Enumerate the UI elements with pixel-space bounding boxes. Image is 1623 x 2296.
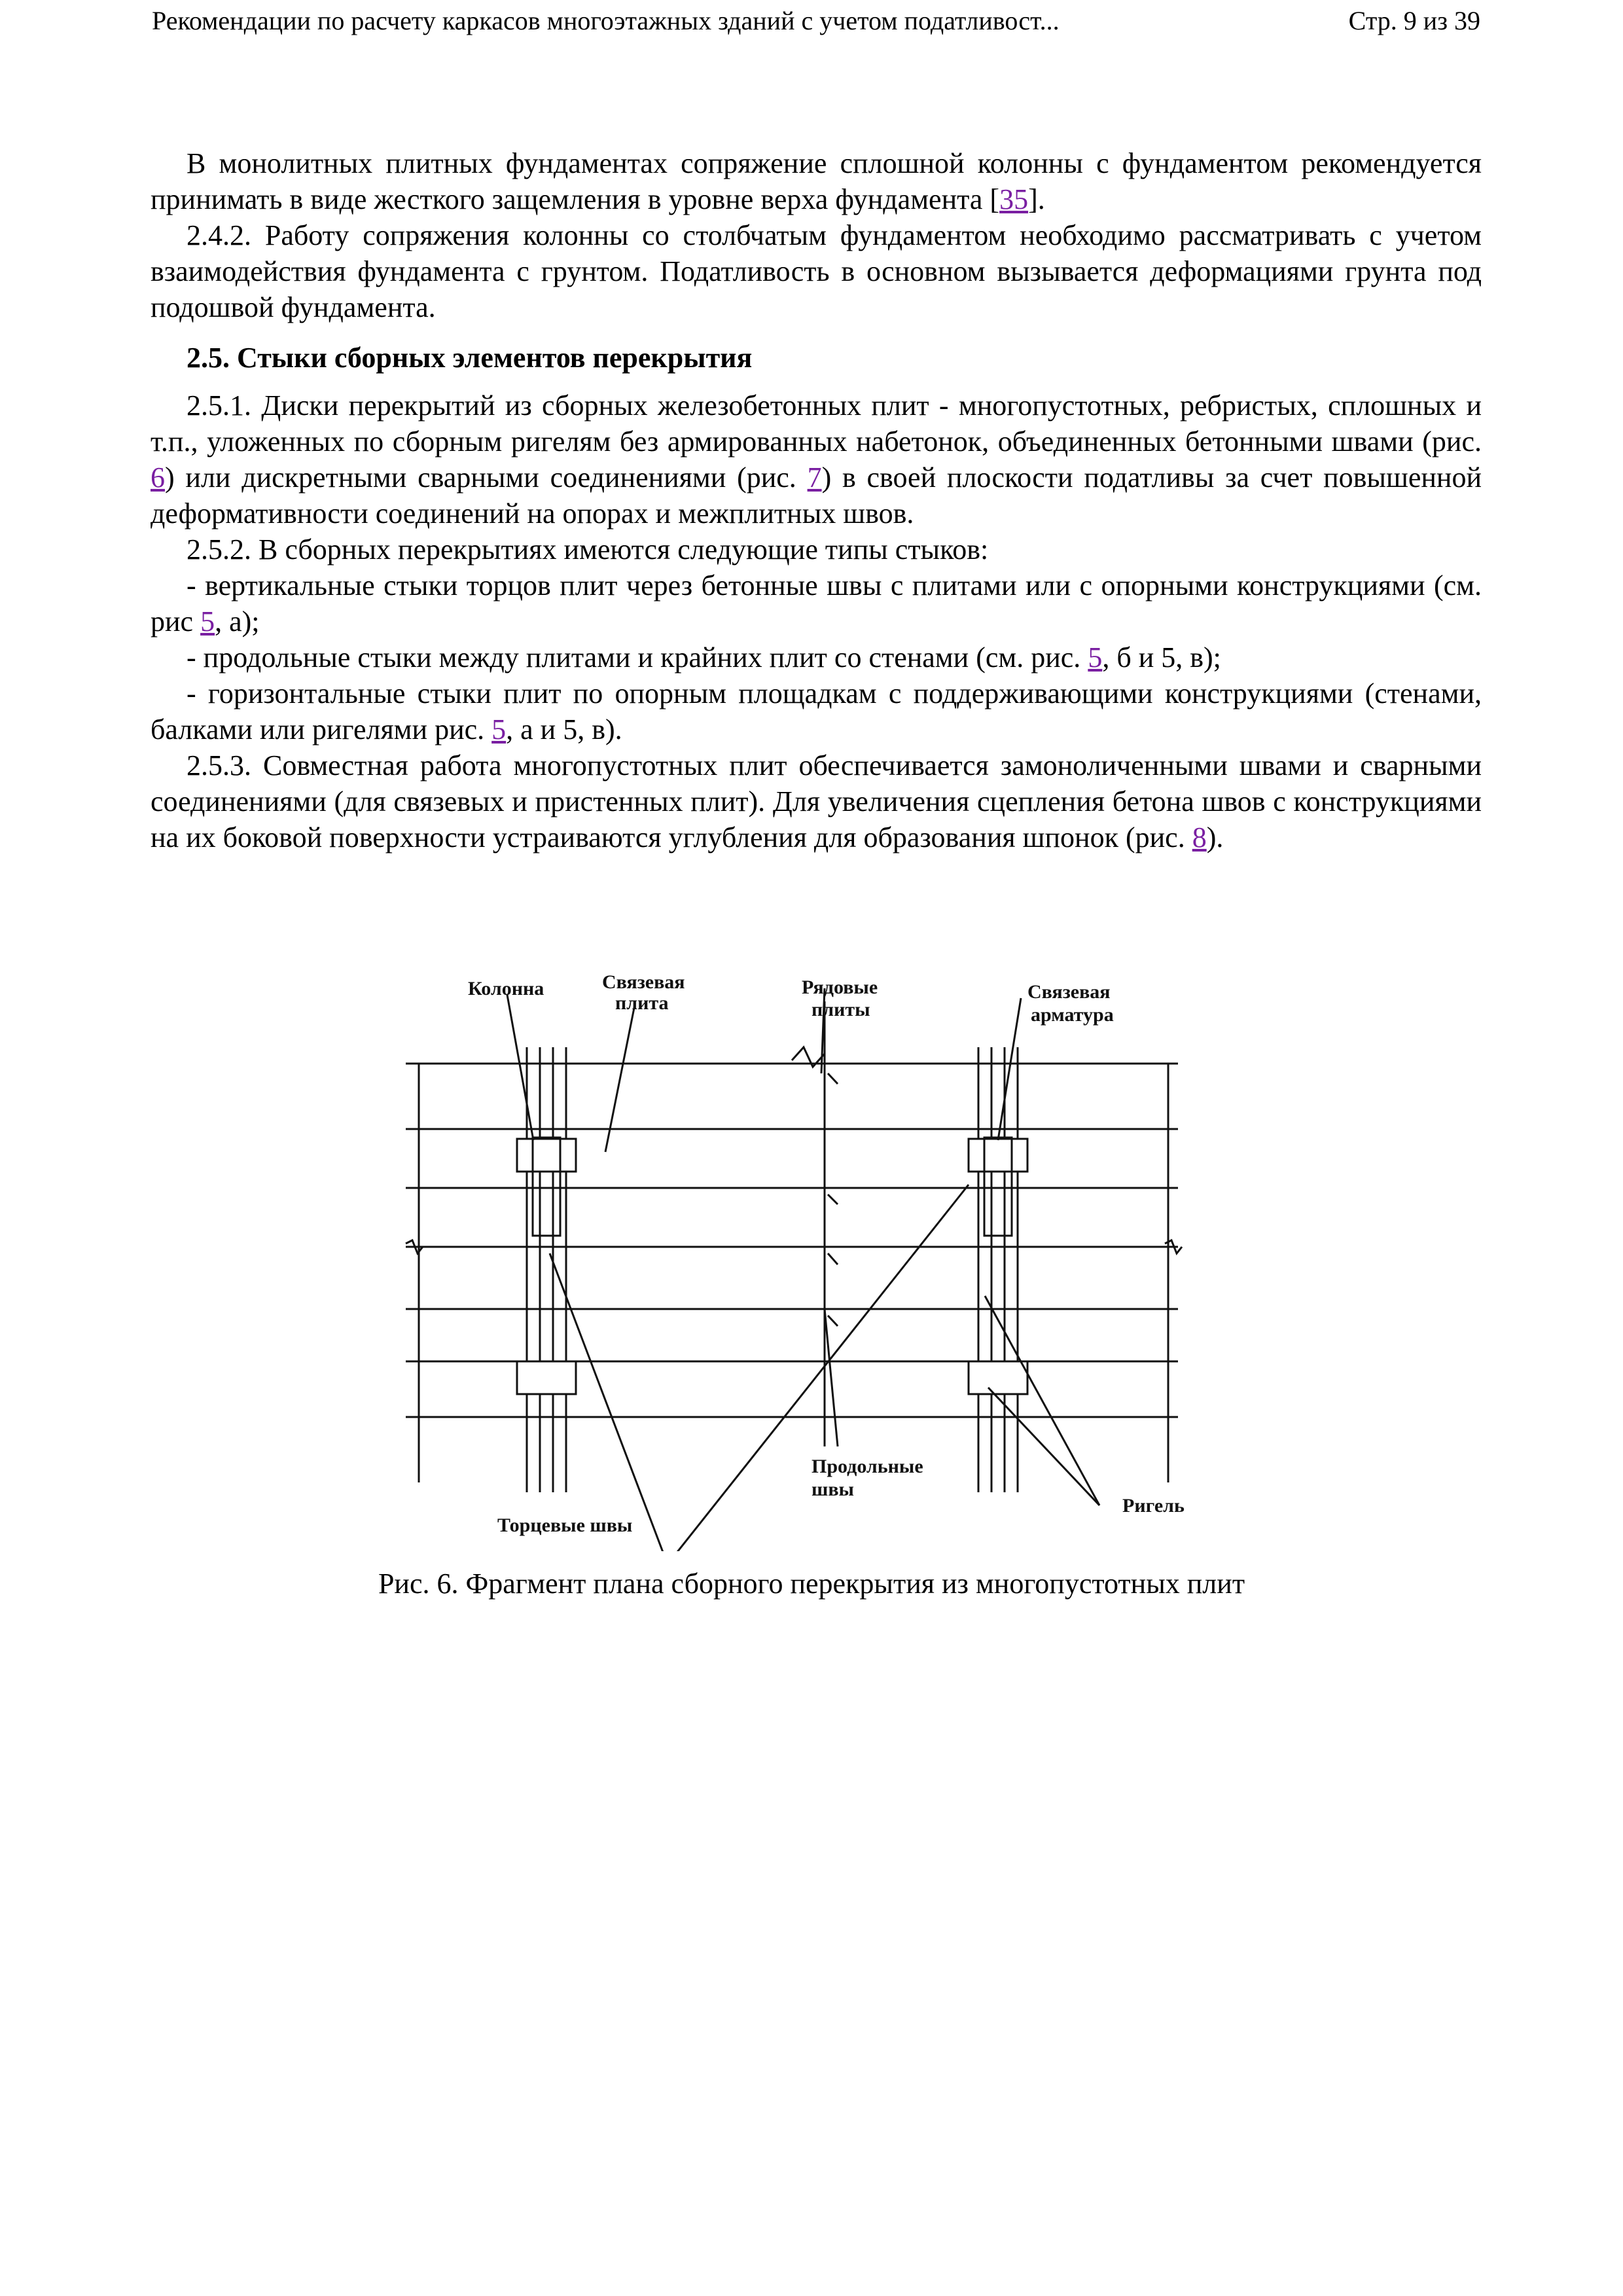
- label-longitudinal-joints: Продольные: [812, 1456, 923, 1477]
- label-longitudinal-joints: швы: [812, 1479, 854, 1500]
- paragraph: В монолитных плитных фундаментах сопряжение сплошной колонны с фундаментом рекомендуется принимать в виде жесткого защемления в уровне верха фундамента [35].: [151, 147, 1482, 215]
- label-end-joints: Торцевые швы: [497, 1515, 633, 1536]
- floor-plan-figure: [393, 969, 1230, 1551]
- figure-link[interactable]: 7: [807, 461, 822, 493]
- list-item: - вертикальные стыки торцов плит через бетонные швы с плитами или с опорными конструкциями (см. рис 5, а);: [151, 569, 1482, 637]
- leader-lines: [507, 988, 1099, 1551]
- figure-caption: Рис. 6. Фрагмент плана сборного перекрытия из многопустотных плит: [378, 1568, 1245, 1600]
- label-tie-slab: плита: [615, 992, 669, 1014]
- label-girder: Ригель: [1122, 1495, 1185, 1516]
- label-row-slabs: плиты: [812, 999, 870, 1020]
- figure-link[interactable]: 5: [200, 605, 215, 637]
- column-nodes: [517, 1138, 1027, 1394]
- header-title: Рекомендации по расчету каркасов многоэтажных зданий с учетом податливост...: [152, 6, 1060, 35]
- paragraph: 2.5.2. В сборных перекрытиях имеются следующие типы стыков:: [187, 533, 989, 565]
- label-column: Колонна: [468, 978, 544, 999]
- slab-grid: [406, 1047, 1178, 1492]
- page-header: [152, 4, 1480, 38]
- reference-link[interactable]: 35: [999, 183, 1029, 215]
- figure-link[interactable]: 5: [1088, 641, 1103, 673]
- list-item: - горизонтальные стыки плит по опорным площадкам с поддерживающими конструкциями (стенами, балками или ригелями рис. 5, а и 5, в).: [151, 677, 1482, 745]
- page-number: Стр. 9 из 39: [1348, 6, 1480, 35]
- label-tie-reinforcement: арматура: [1031, 1004, 1114, 1026]
- label-row-slabs: Рядовые: [802, 977, 878, 998]
- figure-link[interactable]: 8: [1192, 821, 1207, 853]
- list-item: - продольные стыки между плитами и крайних плит со стенами (см. рис. 5, б и 5, в);: [187, 641, 1221, 673]
- figure-link[interactable]: 5: [491, 713, 507, 745]
- document-body: [151, 145, 1482, 855]
- floor-plan-drawing: [393, 969, 1230, 1551]
- paragraph: 2.5.1. Диски перекрытий из сборных железобетонных плит - многопустотных, ребристых, сплошных и т.п., уложенных по сборным ригелям без армированных набетонок, объединенных бетонными швами (рис. 6) или дискретными сварными соединениями (рис. 7) в своей плоскости податливы за счет повышенной деформативности соединений на опорах и межплитных швов.: [151, 389, 1482, 529]
- paragraph: 2.4.2. Работу сопряжения колонны со столбчатым фундаментом необходимо рассматривать с учетом взаимодействия фундамента с грунтом. Податливость в основном вызывается деформациями грунта под подошвой фундамента.: [151, 219, 1482, 323]
- label-tie-reinforcement: Связевая: [1027, 981, 1111, 1003]
- label-tie-slab: Связевая: [602, 971, 685, 993]
- figure-link[interactable]: 6: [151, 461, 165, 493]
- paragraph: 2.5.3. Совместная работа многопустотных плит обеспечивается замоноличенными швами и сварными соединениями (для связевых и пристенных плит). Для увеличения сцепления бетона швов с конструкциями на их боковой поверхности устраиваются углубления для образования шпонок (рис. 8).: [151, 749, 1482, 853]
- section-title: 2.5. Стыки сборных элементов перекрытия: [187, 342, 753, 374]
